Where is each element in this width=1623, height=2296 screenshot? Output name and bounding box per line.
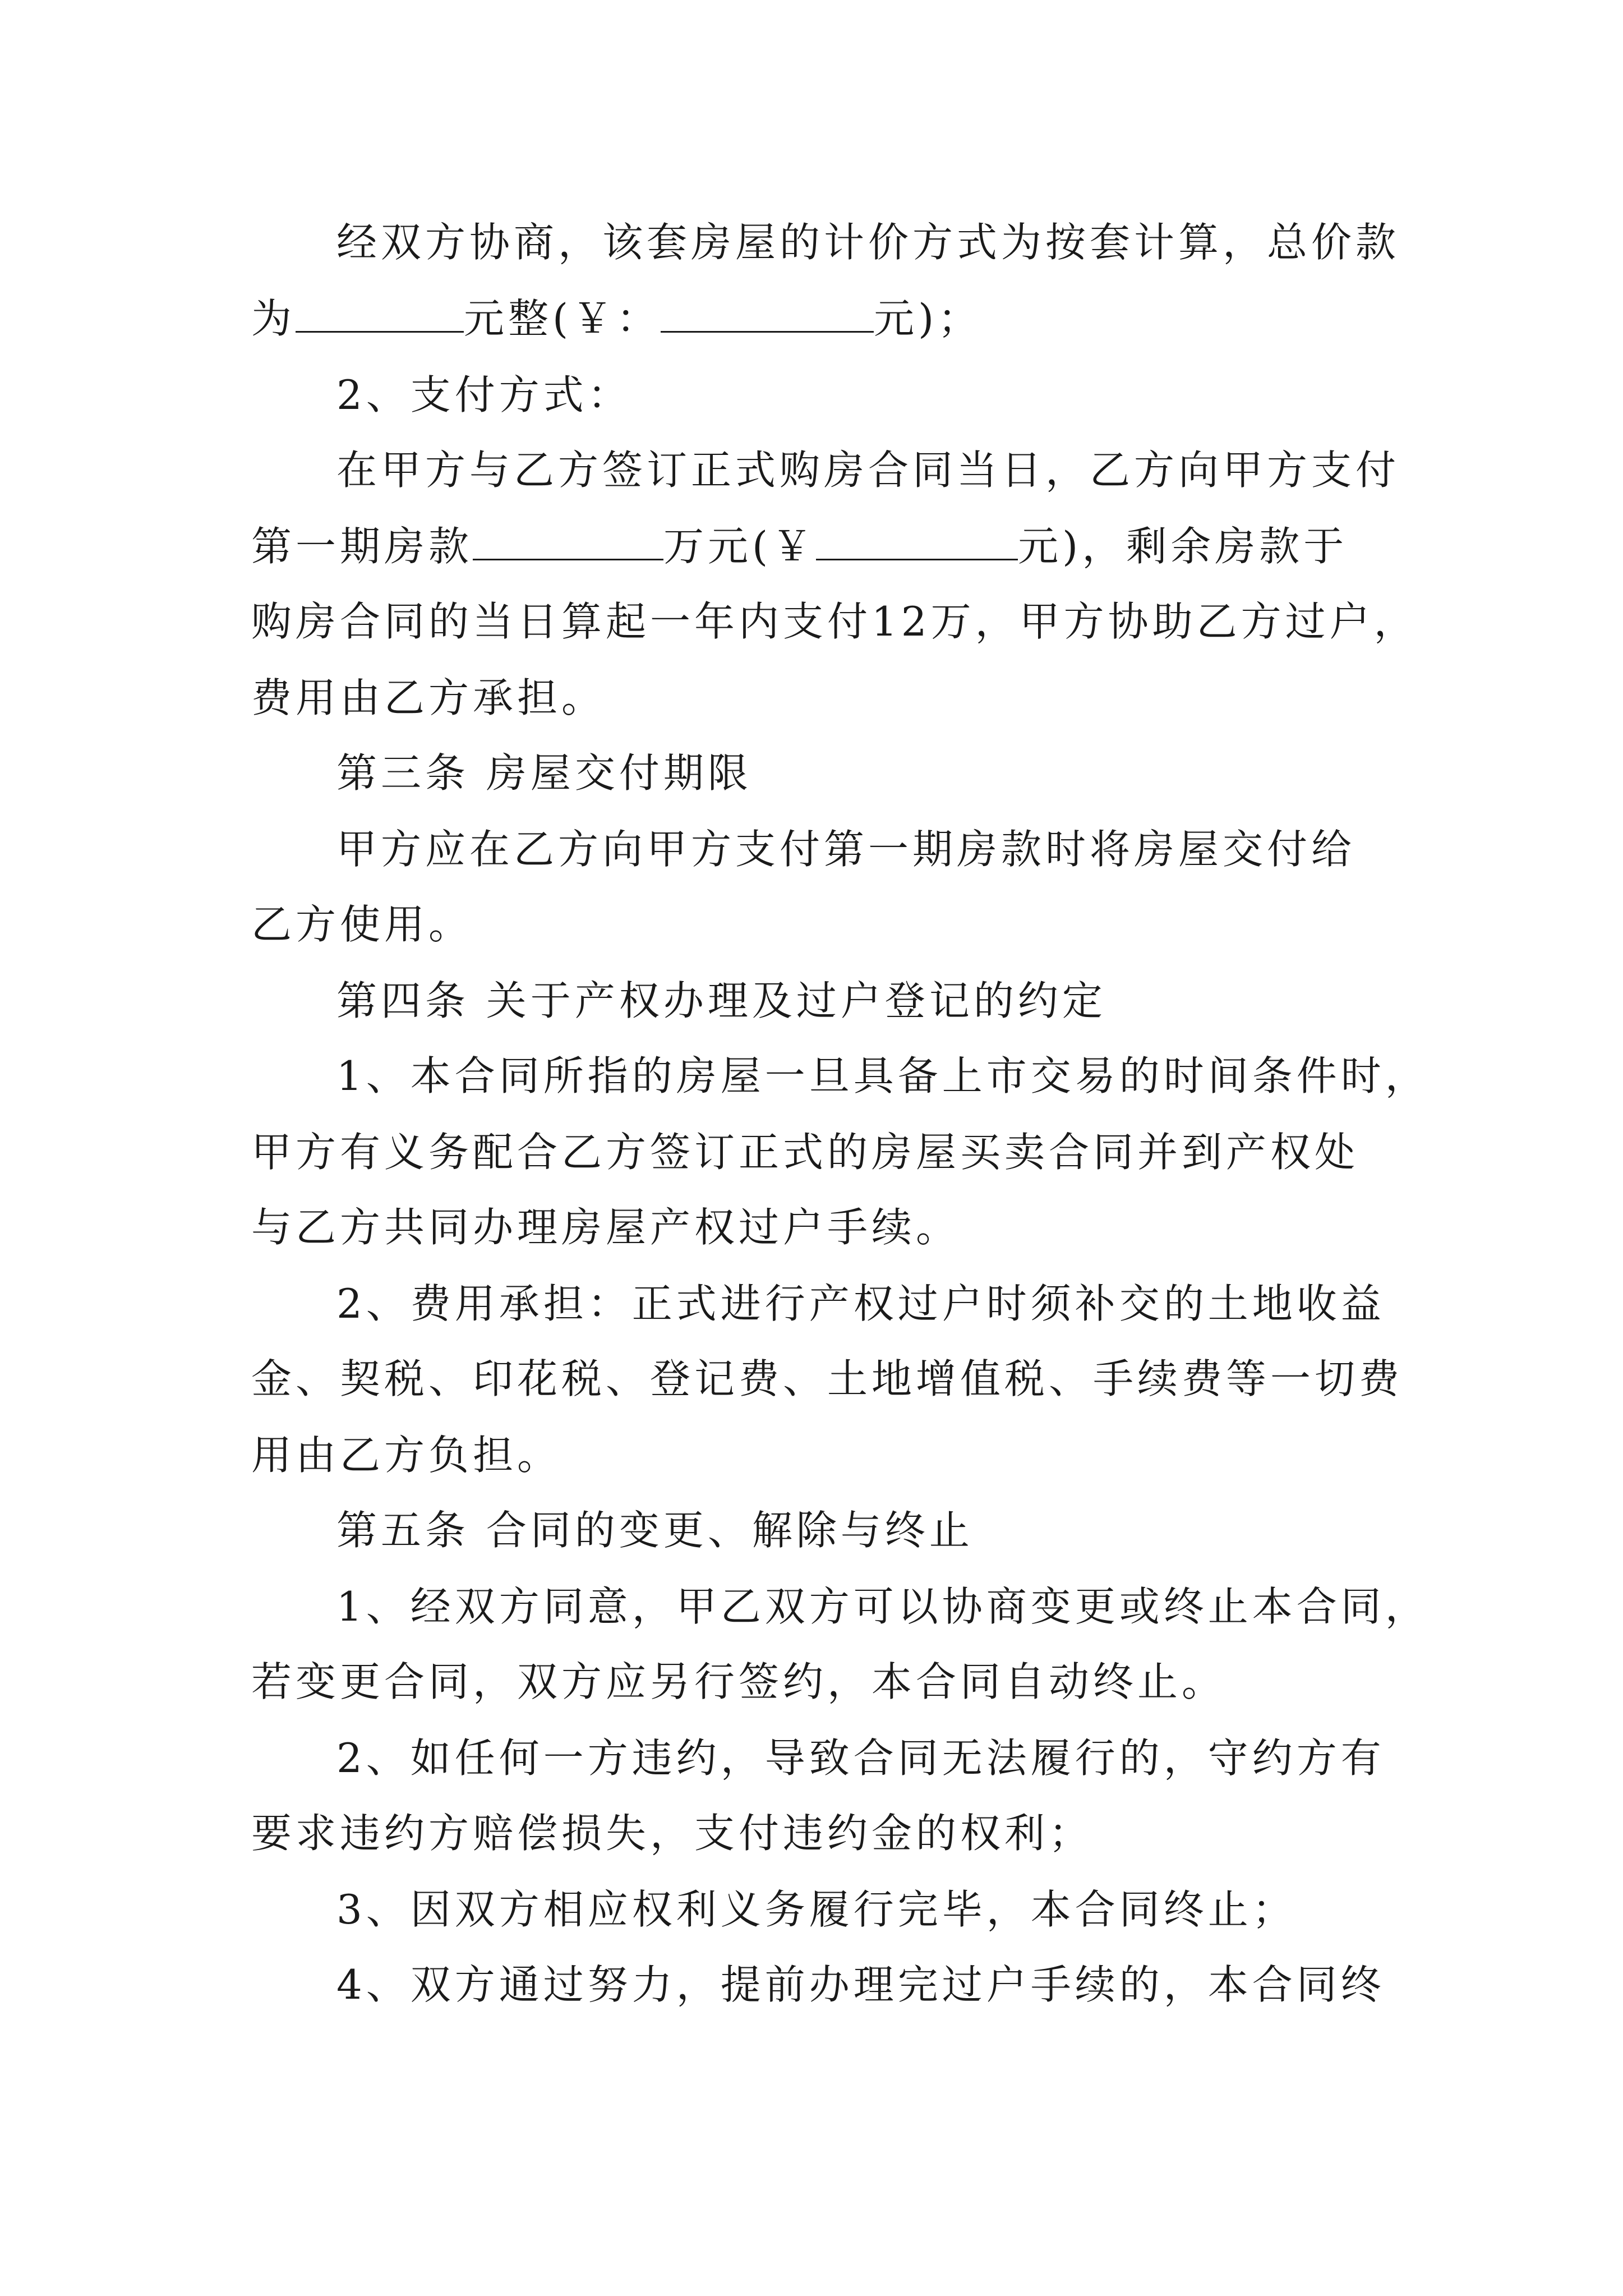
- paragraph-line: 购房合同的当日算起一年内支付12万，甲方协助乙方过户，: [251, 598, 1418, 645]
- paragraph-line: 若变更合同，双方应另行签约，本合同自动终止。: [251, 1658, 1227, 1705]
- paragraph-line: 要求违约方赔偿损失，支付违约金的权利；: [251, 1810, 1094, 1857]
- fill-in-blank: [816, 524, 1018, 560]
- paragraph-line: 费用由乙方承担。: [251, 674, 606, 721]
- line-segment: 元)，剩余房款于: [1018, 523, 1348, 570]
- line-segment: 万元(￥: [663, 523, 817, 570]
- paragraph-line: 与乙方共同办理房屋产权过户手续。: [251, 1204, 961, 1251]
- line-segment: 为: [251, 295, 296, 342]
- paragraph-line: 2、如任何一方违约，导致合同无法履行的，守约方有: [336, 1734, 1385, 1782]
- fill-in-blank: [661, 296, 874, 333]
- paragraph-line: 2、费用承担：正式进行产权过户时须补交的土地收益: [336, 1280, 1385, 1327]
- paragraph-line: 1、经双方同意，甲乙双方可以协商变更或终止本合同，: [336, 1583, 1430, 1630]
- section-heading: 第四条 关于产权办理及过户登记的约定: [336, 977, 1106, 1024]
- paragraph-line: 乙方使用。: [251, 901, 473, 948]
- line-segment: 第一期房款: [251, 523, 473, 570]
- paragraph-line: 甲方有义务配合乙方签订正式的房屋买卖合同并到产权处: [251, 1129, 1359, 1176]
- paragraph-line: [251, 519, 1348, 573]
- fill-in-blank: [296, 296, 464, 333]
- paragraph-line: 甲方应在乙方向甲方支付第一期房款时将房屋交付给: [336, 826, 1356, 873]
- section-heading: 2、支付方式：: [336, 371, 632, 418]
- paragraph-line: 金、契税、印花税、登记费、土地增值税、手续费等一切费: [251, 1355, 1404, 1402]
- line-segment: 元整(￥：: [464, 295, 661, 342]
- paragraph-line: 1、本合同所指的房屋一旦具备上市交易的时间条件时，: [336, 1052, 1430, 1099]
- paragraph-line: 在甲方与乙方签订正式购房合同当日，乙方向甲方支付: [336, 447, 1400, 494]
- paragraph-line: 4、双方通过努力，提前办理完过户手续的，本合同终: [336, 1961, 1385, 2008]
- section-heading: 第五条 合同的变更、解除与终止: [336, 1507, 974, 1554]
- line-segment: 元)；: [874, 295, 983, 342]
- fill-in-blank: [473, 524, 663, 560]
- paragraph-line: 3、因双方相应权利义务履行完毕，本合同终止；: [336, 1886, 1297, 1933]
- paragraph-line: [251, 292, 982, 346]
- paragraph-line: 用由乙方负担。: [251, 1432, 562, 1479]
- paragraph-line: 经双方协商，该套房屋的计价方式为按套计算，总价款: [336, 219, 1400, 266]
- section-heading: 第三条 房屋交付期限: [336, 749, 752, 797]
